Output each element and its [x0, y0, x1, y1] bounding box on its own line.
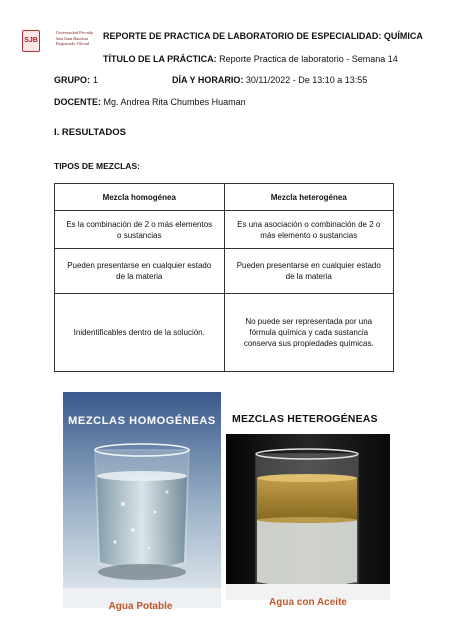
table-row [55, 294, 394, 372]
table-cell: Pueden presentarse en cualquier estado de la materia [55, 249, 225, 294]
mixtures-table [54, 183, 394, 372]
group-value: 1 [93, 75, 99, 85]
group-label: GRUPO: [54, 75, 90, 85]
table-cell: Inidentificables dentro de la solución. [55, 294, 225, 372]
glass-of-water-illustration [63, 392, 221, 608]
table-row [55, 211, 394, 249]
section-subtitle: TIPOS DE MEZCLAS: [54, 161, 140, 171]
homogeneous-caption: Agua Potable [108, 601, 173, 612]
table-cell: Es la combinación de 2 o más elementos o sustancias [55, 211, 225, 249]
heterogeneous-caption: Agua con Aceite [269, 597, 347, 608]
homogeneous-mixture-image [63, 392, 221, 608]
section-title: I. RESULTADOS [54, 127, 126, 138]
table-cell: No puede ser representada por una fórmula química y cada sustancia conserva sus propiedades químicas. [224, 294, 394, 372]
heterogeneous-mixture-image [226, 434, 390, 600]
table-cell: Pueden presentarse en cualquier estado de la materia [224, 249, 394, 294]
table-row [55, 249, 394, 294]
table-cell: Es una asociación o combinación de 2 o más elemento o sustancias [224, 211, 394, 249]
header-homogeneous: Mezcla homogénea [55, 184, 225, 211]
heterogeneous-title: MEZCLAS HETEROGÉNEAS [232, 413, 378, 425]
header-heterogeneous: Mezcla heterogénea [224, 184, 394, 211]
university-logo: SJB [22, 30, 40, 52]
practice-title: TÍTULO DE LA PRÁCTICA: Reporte Practica de laboratorio - Semana 14 [103, 54, 398, 64]
university-name: Universidad Privada San Juan Bautista Registrado Oficial [56, 30, 93, 46]
teacher: DOCENTE: Mg. Andrea Rita Chumbes Huaman [54, 97, 246, 107]
homogeneous-title: MEZCLAS HOMOGÉNEAS [68, 415, 216, 427]
table-header-row [55, 184, 394, 211]
schedule: DÍA Y HORARIO: 30/11/2022 - De 13:10 a 13:55 [172, 75, 368, 85]
report-title: REPORTE DE PRACTICA DE LABORATORIO DE ESPECIALIDAD: QUÍMICA [103, 31, 423, 41]
water-and-oil-beaker-illustration [226, 434, 390, 600]
